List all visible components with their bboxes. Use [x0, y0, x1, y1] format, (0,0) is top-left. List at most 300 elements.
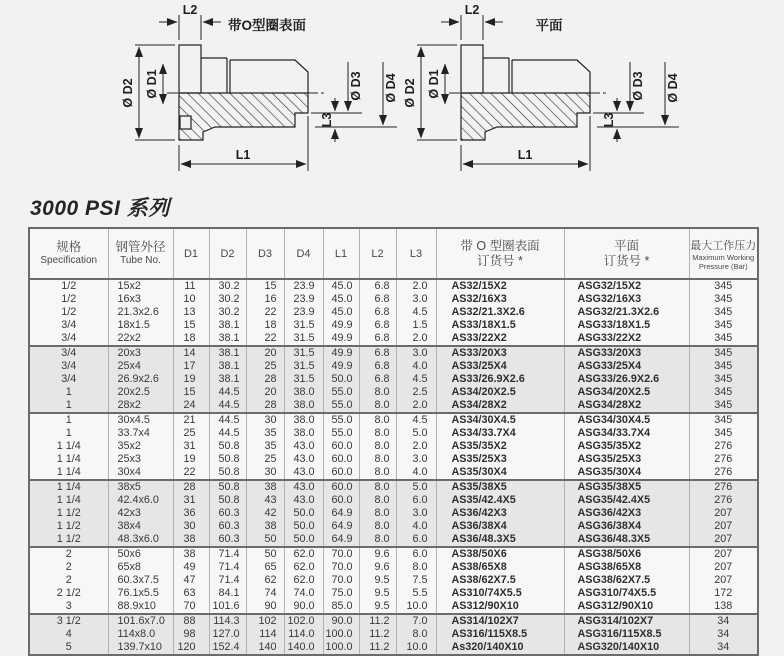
- table-cell: 43.0: [284, 494, 323, 507]
- table-cell: 25x4: [108, 360, 173, 373]
- table-cell: ASG34/30X4.5: [564, 413, 689, 427]
- table-cell: AS34/30X4.5: [436, 413, 564, 427]
- table-cell: 3.0: [396, 507, 436, 520]
- table-cell: 38.0: [284, 399, 323, 413]
- table-cell: 38: [246, 480, 284, 494]
- table-cell: 22x2: [108, 332, 173, 346]
- table-cell: 31.5: [284, 332, 323, 346]
- table-cell: 6.8: [359, 373, 396, 386]
- table-cell: 38.1: [209, 360, 246, 373]
- table-cell: 38.1: [209, 332, 246, 346]
- table-row: [29, 547, 758, 561]
- table-cell: 25: [173, 427, 209, 440]
- table-cell: 8.0: [359, 399, 396, 413]
- table-cell: 60.3x7.5: [108, 574, 173, 587]
- table-cell: 64.9: [323, 533, 359, 547]
- table-cell: 4.5: [396, 413, 436, 427]
- table-cell: 10.0: [396, 641, 436, 655]
- table-cell: 3/4: [29, 360, 108, 373]
- table-cell: 4.0: [396, 466, 436, 480]
- table-cell: 207: [714, 561, 733, 573]
- table-cell: 43.0: [284, 453, 323, 466]
- table-cell: 30: [246, 413, 284, 427]
- table-cell: 207: [714, 520, 733, 532]
- table-cell: 207: [689, 547, 758, 561]
- table-cell: 345: [714, 373, 733, 385]
- table-cell: 114.0: [284, 628, 323, 641]
- dim-d2-label: Ø D2: [403, 78, 417, 108]
- table-cell: 114.3: [209, 614, 246, 628]
- table-cell: ASG35/30X4: [564, 466, 689, 480]
- spec-table: [28, 227, 759, 656]
- table-cell: 2.5: [396, 386, 436, 399]
- table-cell: 31.5: [284, 319, 323, 332]
- table-row: [29, 346, 758, 360]
- table-cell: 45.0: [323, 306, 359, 319]
- header-row: [29, 228, 758, 279]
- table-cell: 276: [714, 453, 733, 465]
- table-cell: ASG38/50X6: [564, 547, 689, 561]
- table-cell: 44.5: [209, 413, 246, 427]
- table-cell: 10.0: [396, 600, 436, 614]
- col-header-l2: L2: [359, 228, 396, 279]
- table-cell: 138: [714, 600, 733, 612]
- table-cell: AS38/62X7.5: [436, 574, 564, 587]
- table-cell: 50.0: [284, 533, 323, 547]
- table-cell: 1: [29, 427, 108, 440]
- table-row: [29, 480, 758, 494]
- table-cell: 101.6x7.0: [108, 614, 173, 628]
- table-cell: 71.4: [209, 561, 246, 574]
- table-cell: 1.5: [396, 319, 436, 332]
- table-cell: 42x3: [108, 507, 173, 520]
- table-cell: 345: [714, 293, 733, 305]
- table-cell: 2 1/2: [29, 587, 108, 600]
- table-cell: 34: [717, 628, 730, 640]
- table-cell: 4: [29, 628, 108, 641]
- table-cell: 1 1/4: [29, 453, 108, 466]
- table-cell: ASG34/20X2.5: [564, 386, 689, 399]
- table-cell: AS35/35X2: [436, 440, 564, 453]
- table-cell: 14: [173, 346, 209, 360]
- table-cell: AS34/33.7X4: [436, 427, 564, 440]
- table-cell: 139.7x10: [108, 641, 173, 655]
- table-cell: 2.0: [396, 440, 436, 453]
- table-cell: 11.2: [359, 614, 396, 628]
- table-cell: AS35/38X5: [436, 480, 564, 494]
- table-cell: 44.5: [209, 399, 246, 413]
- table-cell: 9.5: [359, 587, 396, 600]
- table-cell: 65: [246, 561, 284, 574]
- table-row: [29, 614, 758, 628]
- table-cell: 43: [246, 494, 284, 507]
- table-cell: AS34/20X2.5: [436, 386, 564, 399]
- table-cell: 90.0: [323, 614, 359, 628]
- table-cell: 3 1/2: [29, 614, 108, 628]
- table-cell: 55.0: [323, 413, 359, 427]
- col-header-pressure: 最大工作压力 Maximum Working Pressure (Bar): [689, 228, 758, 279]
- table-cell: 4.0: [396, 360, 436, 373]
- table-cell: 1: [29, 413, 108, 427]
- table-cell: 45.0: [323, 293, 359, 306]
- table-cell: 21: [173, 413, 209, 427]
- table-cell: As320/140X10: [436, 641, 564, 655]
- table-cell: 38.1: [209, 319, 246, 332]
- table-cell: 60.0: [323, 466, 359, 480]
- table-cell: 28: [173, 480, 209, 494]
- col-header-oring-order: 带 O 型圈表面 订货号 *: [436, 228, 564, 279]
- table-cell: ASG36/38X4: [564, 520, 689, 533]
- table-row: [29, 293, 758, 306]
- table-cell: 23.9: [284, 293, 323, 306]
- table-cell: 42: [246, 507, 284, 520]
- table-cell: 31: [173, 494, 209, 507]
- table-cell: 30: [173, 520, 209, 533]
- table-cell: 345: [689, 413, 758, 427]
- table-cell: 38.1: [209, 373, 246, 386]
- table-cell: AS310/74X5.5: [436, 587, 564, 600]
- table-cell: AS32/16X3: [436, 293, 564, 306]
- table-cell: ASG33/25X4: [564, 360, 689, 373]
- table-row: [29, 427, 758, 440]
- table-cell: 4.0: [396, 520, 436, 533]
- table-cell: 28: [246, 373, 284, 386]
- table-cell: 6.8: [359, 360, 396, 373]
- table-cell: 8.0: [359, 520, 396, 533]
- table-cell: 76.1x5.5: [108, 587, 173, 600]
- table-row: [29, 373, 758, 386]
- dim-l2-label: L2: [182, 3, 198, 17]
- table-cell: AS34/28X2: [436, 399, 564, 413]
- table-cell: 101.6: [209, 600, 246, 614]
- table-cell: AS38/50X6: [436, 547, 564, 561]
- table-cell: 49.9: [323, 360, 359, 373]
- table-cell: 38.1: [209, 346, 246, 360]
- table-cell: 2: [29, 547, 108, 561]
- table-row: [29, 600, 758, 614]
- oring-caption: 带O型圈表面: [227, 18, 307, 33]
- table-cell: ASG34/33.7X4: [564, 427, 689, 440]
- table-cell: ASG36/48.3X5: [564, 533, 689, 547]
- table-cell: AS33/22X2: [436, 332, 564, 346]
- table-cell: 140.0: [284, 641, 323, 655]
- table-cell: 345: [714, 332, 733, 344]
- table-cell: ASG32/21.3X2.6: [564, 306, 689, 319]
- table-cell: ASG35/35X2: [564, 440, 689, 453]
- table-cell: 22: [173, 466, 209, 480]
- table-cell: 70.0: [323, 574, 359, 587]
- table-cell: 114: [246, 628, 284, 641]
- table-cell: 9.5: [359, 574, 396, 587]
- table-cell: 62.0: [284, 561, 323, 574]
- col-header-l1: L1: [323, 228, 359, 279]
- table-cell: AS35/30X4: [436, 466, 564, 480]
- table-cell: 9.6: [359, 547, 396, 561]
- table-body: [29, 279, 758, 655]
- table-cell: 6.8: [359, 293, 396, 306]
- table-cell: 50x6: [108, 547, 173, 561]
- table-cell: 42.4x6.0: [108, 494, 173, 507]
- oring-fitting-drawing: [121, 3, 398, 171]
- table-cell: 3/4: [29, 346, 108, 360]
- table-cell: 62.0: [284, 547, 323, 561]
- table-row: [29, 574, 758, 587]
- table-cell: 50.8: [209, 440, 246, 453]
- table-row: [29, 306, 758, 319]
- table-cell: ASG38/65X8: [564, 561, 689, 574]
- dim-l1-label: L1: [235, 148, 251, 162]
- col-header-flat-order: 平面 订货号 *: [564, 228, 689, 279]
- table-cell: 20x2.5: [108, 386, 173, 399]
- table-cell: 18: [173, 332, 209, 346]
- table-cell: 19: [173, 453, 209, 466]
- table-cell: 50.0: [284, 507, 323, 520]
- table-row: [29, 561, 758, 574]
- table-cell: 21.3x2.6: [108, 306, 173, 319]
- table-cell: AS33/25X4: [436, 360, 564, 373]
- table-cell: AS316/115X8.5: [436, 628, 564, 641]
- table-cell: 6.0: [396, 547, 436, 561]
- table-cell: 50: [246, 533, 284, 547]
- table-cell: 24: [173, 399, 209, 413]
- table-cell: 60.0: [323, 480, 359, 494]
- table-cell: 2.0: [396, 399, 436, 413]
- table-row: [29, 386, 758, 399]
- table-cell: ASG35/38X5: [564, 480, 689, 494]
- table-cell: 85.0: [323, 600, 359, 614]
- table-cell: 15: [173, 386, 209, 399]
- table-cell: 1 1/2: [29, 507, 108, 520]
- table-cell: 15: [246, 279, 284, 293]
- page-title: 3000 PSI 系列: [30, 197, 170, 220]
- table-cell: 345: [714, 360, 733, 372]
- table-cell: ASG36/42X3: [564, 507, 689, 520]
- table-cell: 1: [29, 399, 108, 413]
- table-cell: 345: [714, 280, 733, 292]
- table-row: [29, 533, 758, 547]
- table-cell: 11: [173, 279, 209, 293]
- table-cell: 1: [29, 386, 108, 399]
- table-cell: 8.0: [359, 386, 396, 399]
- table-cell: 345: [689, 346, 758, 360]
- table-cell: ASG320/140X10: [564, 641, 689, 655]
- table-cell: 30x4.5: [108, 413, 173, 427]
- dim-d2-label: Ø D2: [121, 78, 135, 108]
- table-cell: 3: [29, 600, 108, 614]
- table-cell: 60.0: [323, 440, 359, 453]
- table-cell: 4.5: [396, 373, 436, 386]
- table-row: [29, 507, 758, 520]
- table-cell: ASG33/20X3: [564, 346, 689, 360]
- table-cell: 49.9: [323, 346, 359, 360]
- table-cell: 60.3: [209, 507, 246, 520]
- dim-l3-label: L3: [602, 112, 616, 128]
- dim-d3-label: Ø D3: [349, 71, 363, 101]
- table-cell: 30.2: [209, 293, 246, 306]
- table-row: [29, 319, 758, 332]
- table-cell: 6.8: [359, 279, 396, 293]
- table-cell: AS32/15X2: [436, 279, 564, 293]
- table-cell: AS36/38X4: [436, 520, 564, 533]
- table-cell: 18: [246, 319, 284, 332]
- table-row: [29, 587, 758, 600]
- table-row: [29, 332, 758, 346]
- table-cell: 140: [246, 641, 284, 655]
- table-cell: 15: [173, 319, 209, 332]
- table-cell: 100.0: [323, 641, 359, 655]
- table-cell: 5.0: [396, 427, 436, 440]
- table-cell: 30: [246, 466, 284, 480]
- table-cell: 98: [173, 628, 209, 641]
- flat-caption: 平面: [535, 18, 563, 33]
- table-row: [29, 399, 758, 413]
- col-header-d1: D1: [173, 228, 209, 279]
- table-row: [29, 279, 758, 293]
- table-cell: 8.0: [396, 628, 436, 641]
- table-cell: 2.0: [396, 332, 436, 346]
- table-cell: 8.0: [359, 427, 396, 440]
- table-cell: 9.6: [359, 561, 396, 574]
- table-cell: 20: [246, 346, 284, 360]
- table-cell: 60.3: [209, 520, 246, 533]
- table-cell: 30.2: [209, 279, 246, 293]
- table-cell: 38.0: [284, 386, 323, 399]
- table-cell: 8.0: [359, 453, 396, 466]
- table-cell: 60.0: [323, 453, 359, 466]
- table-cell: 38.0: [284, 413, 323, 427]
- table-cell: 43.0: [284, 440, 323, 453]
- table-cell: 74.0: [284, 587, 323, 600]
- table-cell: 90.0: [284, 600, 323, 614]
- table-cell: 28x2: [108, 399, 173, 413]
- table-cell: 88.9x10: [108, 600, 173, 614]
- table-cell: 276: [689, 480, 758, 494]
- table-cell: 9.5: [359, 600, 396, 614]
- table-cell: 63: [173, 587, 209, 600]
- table-cell: 35x2: [108, 440, 173, 453]
- table-cell: 1 1/4: [29, 494, 108, 507]
- table-cell: 71.4: [209, 574, 246, 587]
- table-cell: 1 1/4: [29, 466, 108, 480]
- table-cell: 6.8: [359, 346, 396, 360]
- table-cell: 36: [173, 507, 209, 520]
- table-row: [29, 466, 758, 480]
- table-cell: 5.0: [396, 480, 436, 494]
- table-cell: 75.0: [323, 587, 359, 600]
- table-cell: 64.9: [323, 507, 359, 520]
- table-cell: 47: [173, 574, 209, 587]
- table-cell: ASG316/115X8.5: [564, 628, 689, 641]
- dim-d4-label: Ø D4: [384, 73, 398, 103]
- table-cell: ASG34/28X2: [564, 399, 689, 413]
- table-cell: 8.0: [359, 413, 396, 427]
- table-cell: 64.9: [323, 520, 359, 533]
- flat-fitting-drawing: [403, 3, 680, 171]
- table-cell: 1 1/4: [29, 440, 108, 453]
- table-cell: ASG38/62X7.5: [564, 574, 689, 587]
- table-cell: 31: [173, 440, 209, 453]
- table-cell: 48.3x6.0: [108, 533, 173, 547]
- table-cell: 8.0: [359, 480, 396, 494]
- table-cell: 62: [246, 574, 284, 587]
- table-cell: 19: [173, 373, 209, 386]
- table-cell: 3/4: [29, 332, 108, 346]
- table-cell: 70: [173, 600, 209, 614]
- table-row: [29, 494, 758, 507]
- table-cell: 34: [717, 641, 730, 653]
- table-cell: 84.1: [209, 587, 246, 600]
- table-cell: 7.5: [396, 574, 436, 587]
- dim-d3-label: Ø D3: [631, 71, 645, 101]
- table-cell: 4.5: [396, 306, 436, 319]
- table-cell: 276: [714, 466, 733, 478]
- table-cell: 11.2: [359, 641, 396, 655]
- table-cell: 35: [246, 427, 284, 440]
- table-cell: 26.9x2.6: [108, 373, 173, 386]
- table-cell: AS38/65X8: [436, 561, 564, 574]
- table-cell: 50.8: [209, 466, 246, 480]
- table-cell: 102.0: [284, 614, 323, 628]
- table-cell: 60.3: [209, 533, 246, 547]
- dim-d4-label: Ø D4: [666, 73, 680, 103]
- table-cell: AS33/18X1.5: [436, 319, 564, 332]
- table-cell: 1 1/2: [29, 520, 108, 533]
- table-cell: 15x2: [108, 279, 173, 293]
- table-cell: 8.0: [359, 466, 396, 480]
- dim-l3-label: L3: [320, 112, 334, 128]
- table-cell: 120: [173, 641, 209, 655]
- table-cell: 276: [714, 440, 733, 452]
- table-cell: 6.8: [359, 319, 396, 332]
- table-cell: 88: [173, 614, 209, 628]
- table-cell: 49: [173, 561, 209, 574]
- table-cell: 43.0: [284, 466, 323, 480]
- table-cell: 3.0: [396, 346, 436, 360]
- table-cell: 55.0: [323, 386, 359, 399]
- table-cell: 50.8: [209, 480, 246, 494]
- table-cell: 127.0: [209, 628, 246, 641]
- table-cell: 6.8: [359, 332, 396, 346]
- table-cell: 6.8: [359, 306, 396, 319]
- table-cell: 345: [714, 319, 733, 331]
- table-cell: 3/4: [29, 373, 108, 386]
- table-cell: 8.0: [359, 507, 396, 520]
- table-cell: 23.9: [284, 279, 323, 293]
- table-cell: AS312/90X10: [436, 600, 564, 614]
- table-cell: 207: [714, 507, 733, 519]
- table-cell: 49.9: [323, 319, 359, 332]
- col-header-spec: 规格 Specification: [29, 228, 108, 279]
- table-cell: 10: [173, 293, 209, 306]
- table-cell: 31.5: [284, 373, 323, 386]
- table-cell: 35: [246, 440, 284, 453]
- table-cell: 102: [246, 614, 284, 628]
- table-cell: ASG314/102X7: [564, 614, 689, 628]
- table-cell: 345: [714, 399, 733, 411]
- table-cell: 62.0: [284, 574, 323, 587]
- table-cell: ASG33/22X2: [564, 332, 689, 346]
- table-cell: 13: [173, 306, 209, 319]
- table-cell: AS35/25X3: [436, 453, 564, 466]
- table-cell: ASG32/15X2: [564, 279, 689, 293]
- table-cell: 152.4: [209, 641, 246, 655]
- oring-groove: [180, 116, 191, 129]
- table-cell: 31.5: [284, 360, 323, 373]
- table-cell: 11.2: [359, 628, 396, 641]
- table-cell: 50.8: [209, 494, 246, 507]
- table-cell: 55.0: [323, 399, 359, 413]
- table-row: [29, 440, 758, 453]
